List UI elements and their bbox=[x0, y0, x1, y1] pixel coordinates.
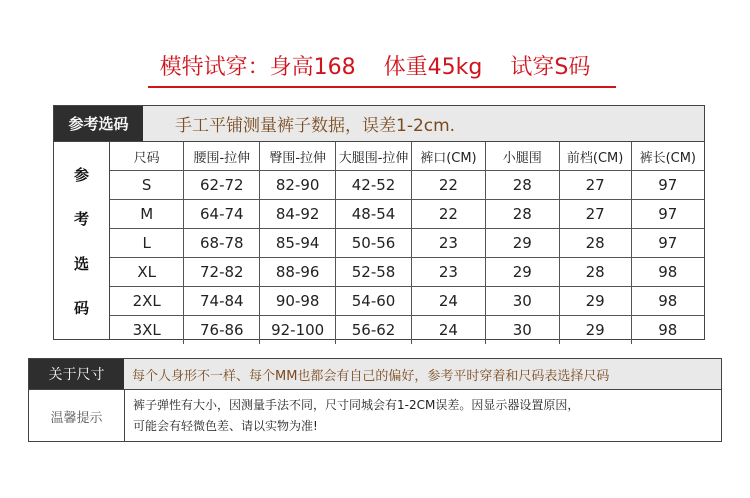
column-header: 小腿围 bbox=[485, 142, 559, 171]
table-cell: 62-72 bbox=[184, 171, 260, 200]
warm-tip-line: 裤子弹性有大小，因测量手法不同，尺寸同城会有1-2CM误差。因显示器设置原因， bbox=[133, 398, 580, 412]
table-cell: 68-78 bbox=[184, 229, 260, 258]
table-cell: M bbox=[110, 200, 184, 229]
table-cell: 64-74 bbox=[184, 200, 260, 229]
model-weight: 体重45kg bbox=[383, 55, 483, 80]
table-header-row bbox=[110, 142, 704, 171]
table-row bbox=[110, 316, 704, 345]
column-header: 裤口(CM) bbox=[411, 142, 485, 171]
table-cell: 24 bbox=[411, 316, 485, 345]
model-height: 身高168 bbox=[269, 55, 356, 80]
size-chart-header bbox=[54, 106, 704, 142]
model-underline bbox=[148, 86, 616, 88]
size-chart bbox=[53, 105, 705, 340]
table-cell: 48-54 bbox=[336, 200, 412, 229]
table-cell: 24 bbox=[411, 287, 485, 316]
table-row bbox=[110, 171, 704, 200]
table-cell: 27 bbox=[559, 200, 631, 229]
warm-tip-line: 可能会有轻微色差、请以实物为准! bbox=[133, 419, 318, 433]
table-cell: 85-94 bbox=[260, 229, 336, 258]
table-cell: 29 bbox=[485, 258, 559, 287]
table-row bbox=[110, 200, 704, 229]
table-cell: 98 bbox=[631, 316, 704, 345]
table-cell: 42-52 bbox=[336, 171, 412, 200]
table-cell: 54-60 bbox=[336, 287, 412, 316]
warm-tip-text bbox=[125, 390, 721, 442]
table-cell: 76-86 bbox=[184, 316, 260, 345]
table-cell: 28 bbox=[559, 258, 631, 287]
table-cell: 97 bbox=[631, 229, 704, 258]
model-info bbox=[0, 50, 750, 90]
table-cell: 30 bbox=[485, 287, 559, 316]
column-header: 前档(CM) bbox=[559, 142, 631, 171]
table-cell: XL bbox=[110, 258, 184, 287]
table-cell: L bbox=[110, 229, 184, 258]
table-cell: 50-56 bbox=[336, 229, 412, 258]
table-cell: 28 bbox=[485, 200, 559, 229]
table-cell: 74-84 bbox=[184, 287, 260, 316]
table-cell: 56-62 bbox=[336, 316, 412, 345]
table-cell: 90-98 bbox=[260, 287, 336, 316]
column-header: 裤长(CM) bbox=[631, 142, 704, 171]
table-cell: 92-100 bbox=[260, 316, 336, 345]
table-cell: 98 bbox=[631, 258, 704, 287]
about-size-tag: 关于尺寸 bbox=[29, 359, 124, 389]
vertical-char: 考 bbox=[73, 210, 89, 229]
table-cell: 84-92 bbox=[260, 200, 336, 229]
table-cell: 29 bbox=[559, 287, 631, 316]
column-header: 尺码 bbox=[110, 142, 184, 171]
table-cell: 22 bbox=[411, 200, 485, 229]
table-cell: 88-96 bbox=[260, 258, 336, 287]
table-cell: 97 bbox=[631, 171, 704, 200]
column-header: 大腿围-拉伸 bbox=[336, 142, 412, 171]
table-cell: 30 bbox=[485, 316, 559, 345]
warm-tip-tag: 温馨提示 bbox=[29, 390, 125, 442]
table-cell: 2XL bbox=[110, 287, 184, 316]
vertical-char: 码 bbox=[73, 299, 89, 318]
table-cell: 98 bbox=[631, 287, 704, 316]
table-cell: 52-58 bbox=[336, 258, 412, 287]
table-row bbox=[110, 229, 704, 258]
vertical-char: 选 bbox=[73, 254, 89, 273]
size-chart-tag: 参考选码 bbox=[54, 106, 143, 141]
table-row bbox=[110, 287, 704, 316]
table-cell: 97 bbox=[631, 200, 704, 229]
table-cell: 29 bbox=[485, 229, 559, 258]
about-size-section bbox=[28, 358, 722, 442]
table-row bbox=[110, 258, 704, 287]
size-chart-vertical-label bbox=[54, 142, 110, 340]
table-cell: 82-90 bbox=[260, 171, 336, 200]
table-cell: 72-82 bbox=[184, 258, 260, 287]
table-cell: 23 bbox=[411, 229, 485, 258]
column-header: 腰围-拉伸 bbox=[184, 142, 260, 171]
vertical-char: 参 bbox=[73, 165, 89, 184]
column-header: 臀围-拉伸 bbox=[260, 142, 336, 171]
table-cell: 28 bbox=[485, 171, 559, 200]
table-cell: S bbox=[110, 171, 184, 200]
model-label: 模特试穿： bbox=[159, 55, 270, 80]
table-cell: 3XL bbox=[110, 316, 184, 345]
size-table bbox=[110, 142, 704, 344]
table-cell: 28 bbox=[559, 229, 631, 258]
about-size-text: 每个人身形不一样、每个MM也都会有自己的偏好，参考平时穿着和尺码表选择尺码 bbox=[124, 359, 721, 389]
table-cell: 22 bbox=[411, 171, 485, 200]
table-cell: 29 bbox=[559, 316, 631, 345]
size-chart-note: 手工平铺测量裤子数据，误差1-2cm. bbox=[143, 106, 704, 141]
model-tried-size: 试穿S码 bbox=[510, 55, 591, 80]
table-cell: 23 bbox=[411, 258, 485, 287]
table-cell: 27 bbox=[559, 171, 631, 200]
